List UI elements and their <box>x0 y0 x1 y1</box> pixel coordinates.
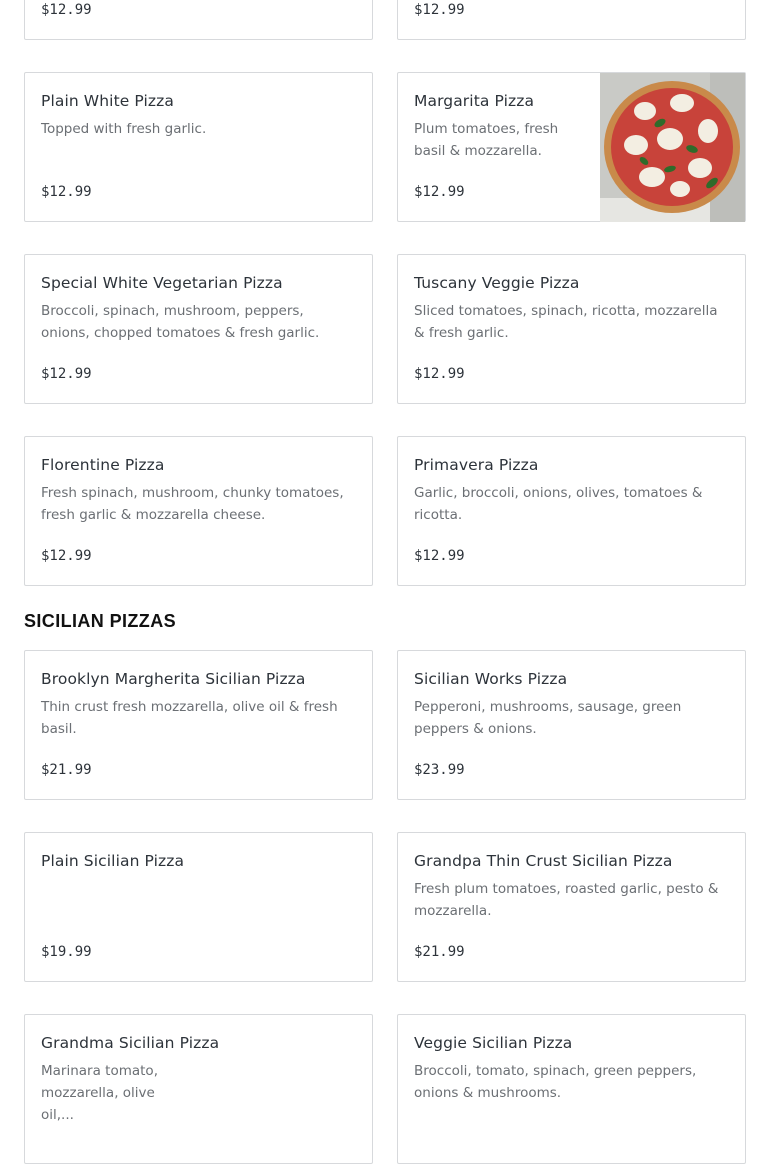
section-title-sicilian-pizzas: SICILIAN PIZZAS <box>24 611 177 631</box>
item-price: $21.99 <box>414 944 465 960</box>
menu-item-veggie-sicilian-pizza[interactable] <box>397 1014 746 1164</box>
item-price: $12.99 <box>41 366 92 382</box>
item-name: Grandpa Thin Crust Sicilian Pizza <box>414 852 673 870</box>
item-description: Garlic, broccoli, onions, olives, tomatoes & ricotta. <box>414 485 703 523</box>
item-name: Florentine Pizza <box>41 456 165 474</box>
item-price: $12.99 <box>41 184 92 200</box>
item-description: Plum tomatoes, fresh basil & mozzarella. <box>414 121 559 159</box>
item-price: $21.99 <box>41 762 92 778</box>
item-name: Tuscany Veggie Pizza <box>414 274 580 292</box>
menu-item-tuscany-veggie-pizza[interactable] <box>397 254 746 404</box>
menu-item-grandpa-thin-crust-sicilian-pizza[interactable] <box>397 832 746 982</box>
menu-item-special-white-vegetarian-pizza[interactable] <box>24 254 373 404</box>
item-price: $12.99 <box>41 548 92 564</box>
menu-item-plain-sicilian-pizza[interactable] <box>24 832 373 982</box>
item-description: Broccoli, spinach, mushroom, peppers, onions, chopped tomatoes & fresh garlic. <box>41 303 320 341</box>
item-price: $12.99 <box>41 2 92 18</box>
menu-item-card[interactable] <box>24 0 373 40</box>
item-name: Primavera Pizza <box>414 456 539 474</box>
margarita-pizza-photo <box>600 73 745 222</box>
item-name: Veggie Sicilian Pizza <box>414 1034 573 1052</box>
item-name: Margarita Pizza <box>414 92 535 110</box>
item-description: Fresh plum tomatoes, roasted garlic, pesto & mozzarella. <box>414 881 719 919</box>
item-price: $12.99 <box>414 366 465 382</box>
item-price: $12.99 <box>414 184 465 200</box>
item-name: Special White Vegetarian Pizza <box>41 274 283 292</box>
menu-item-sicilian-works-pizza[interactable] <box>397 650 746 800</box>
item-name: Plain Sicilian Pizza <box>41 852 185 870</box>
menu-item-margarita-pizza[interactable] <box>397 72 746 222</box>
item-description: Sliced tomatoes, spinach, ricotta, mozzarella & fresh garlic. <box>414 303 718 341</box>
item-name: Sicilian Works Pizza <box>414 670 568 688</box>
item-price: $19.99 <box>41 944 92 960</box>
menu-item-card[interactable] <box>397 0 746 40</box>
item-name: Brooklyn Margherita Sicilian Pizza <box>41 670 306 688</box>
item-description: Broccoli, tomato, spinach, green peppers, onions & mushrooms. <box>414 1063 697 1101</box>
menu-item-brooklyn-margherita-sicilian-pizza[interactable] <box>24 650 373 800</box>
menu-item-primavera-pizza[interactable] <box>397 436 746 586</box>
item-description: Marinara tomato, mozzarella, olive oil,... <box>41 1063 158 1123</box>
item-name: Plain White Pizza <box>41 92 174 110</box>
item-description: Thin crust fresh mozzarella, olive oil & fresh basil. <box>41 699 338 737</box>
item-price: $23.99 <box>414 762 465 778</box>
item-description: Pepperoni, mushrooms, sausage, green peppers & onions. <box>414 699 682 737</box>
item-price: $12.99 <box>414 548 465 564</box>
item-description: Topped with fresh garlic. <box>41 121 207 137</box>
menu-item-grandma-sicilian-pizza[interactable] <box>24 1014 373 1164</box>
item-price: $12.99 <box>414 2 465 18</box>
item-description: Fresh spinach, mushroom, chunky tomatoes, fresh garlic & mozzarella cheese. <box>41 485 344 523</box>
menu-item-plain-white-pizza[interactable] <box>24 72 373 222</box>
menu-item-florentine-pizza[interactable] <box>24 436 373 586</box>
item-name: Grandma Sicilian Pizza <box>41 1034 220 1052</box>
